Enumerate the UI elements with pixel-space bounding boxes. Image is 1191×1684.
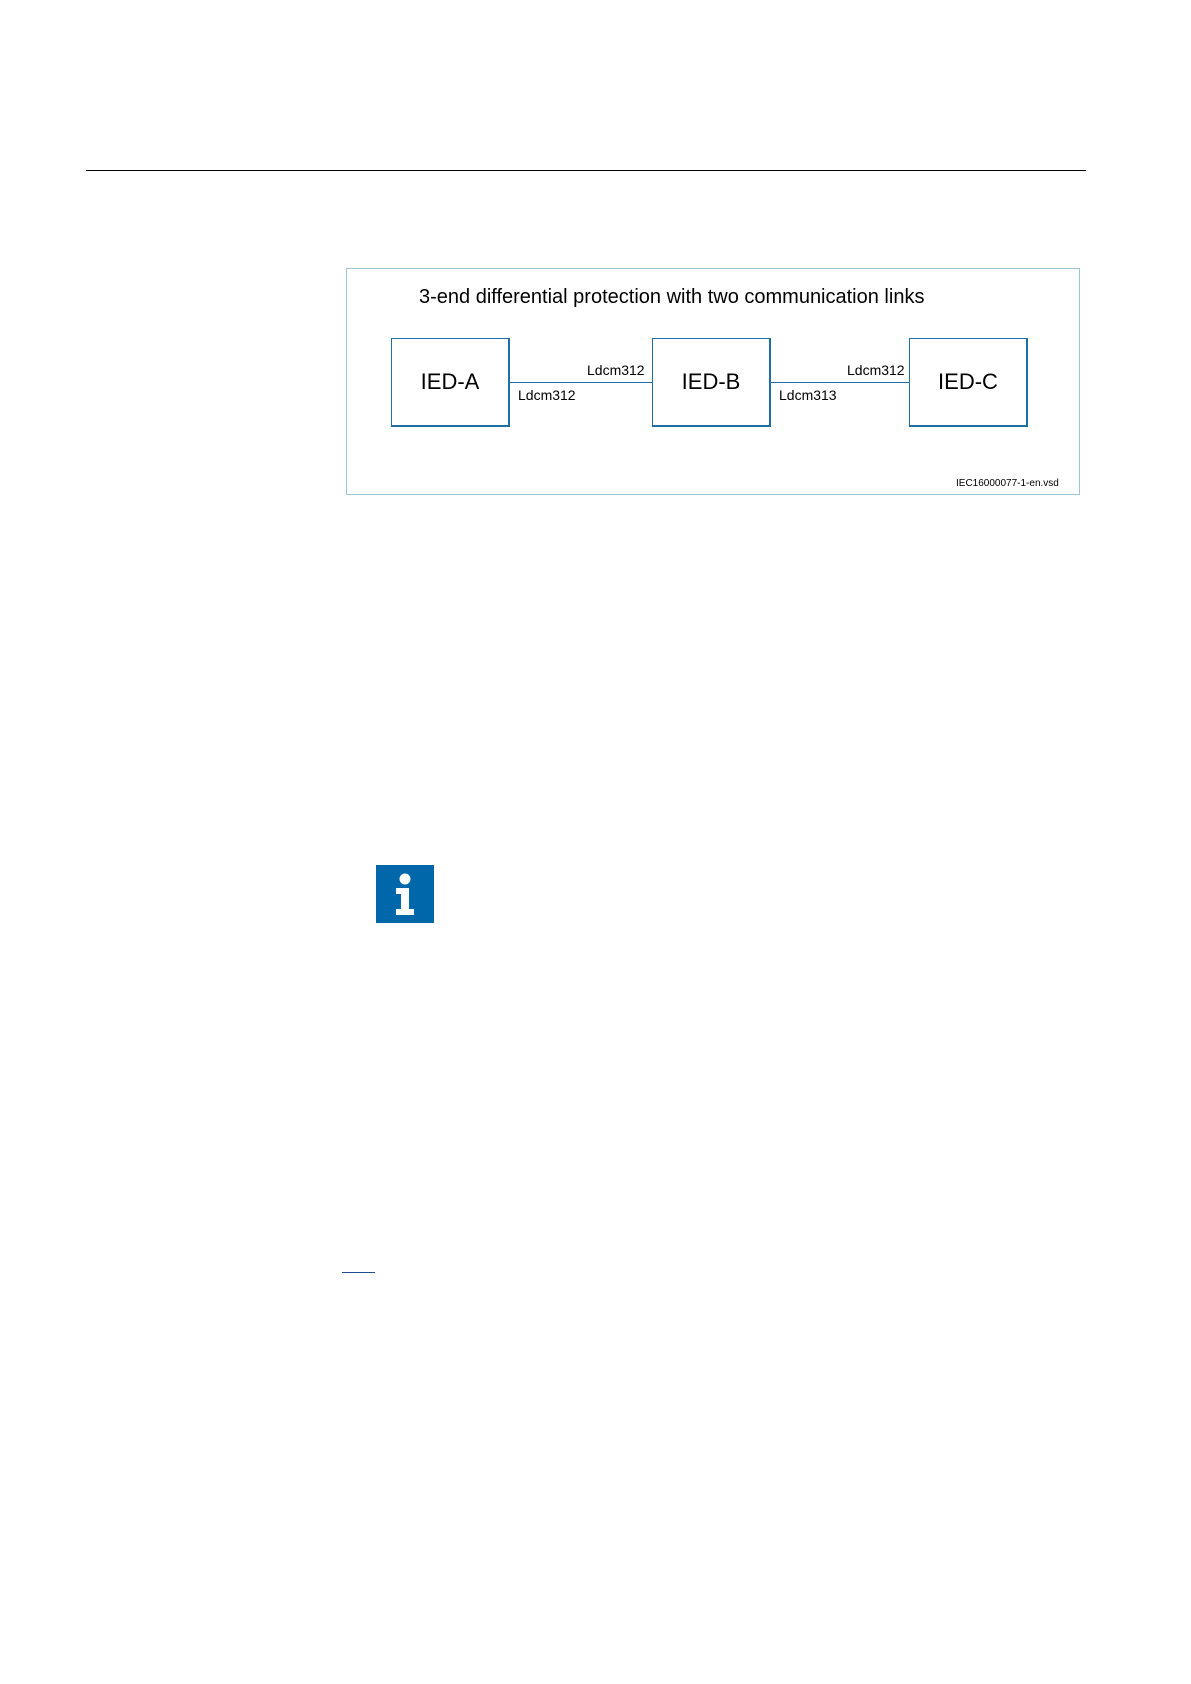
link-b-c-line xyxy=(771,382,909,383)
ied-c-label: IED-C xyxy=(938,369,998,394)
info-icon-glyph xyxy=(376,865,434,923)
figure-title: 3-end differential protection with two communication links xyxy=(419,286,925,308)
ied-b-label: IED-B xyxy=(681,369,741,394)
figure-id: IEC16000077-1-en.vsd xyxy=(956,478,1059,489)
ied-a-box xyxy=(391,338,510,427)
link-b-c-label-b-end: Ldcm313 xyxy=(779,387,837,403)
link-b-c-label-c-end: Ldcm312 xyxy=(847,362,905,378)
header-rule xyxy=(86,170,1086,171)
link-a-b-label-b-end: Ldcm312 xyxy=(587,362,645,378)
ied-c-box xyxy=(909,338,1028,427)
info-icon xyxy=(376,865,434,923)
link-a-b-label-a-end: Ldcm312 xyxy=(518,387,576,403)
ied-a-label: IED-A xyxy=(420,369,480,394)
footnote-rule xyxy=(342,1272,375,1273)
ied-b-box xyxy=(652,338,771,427)
link-a-b-line xyxy=(510,382,652,383)
